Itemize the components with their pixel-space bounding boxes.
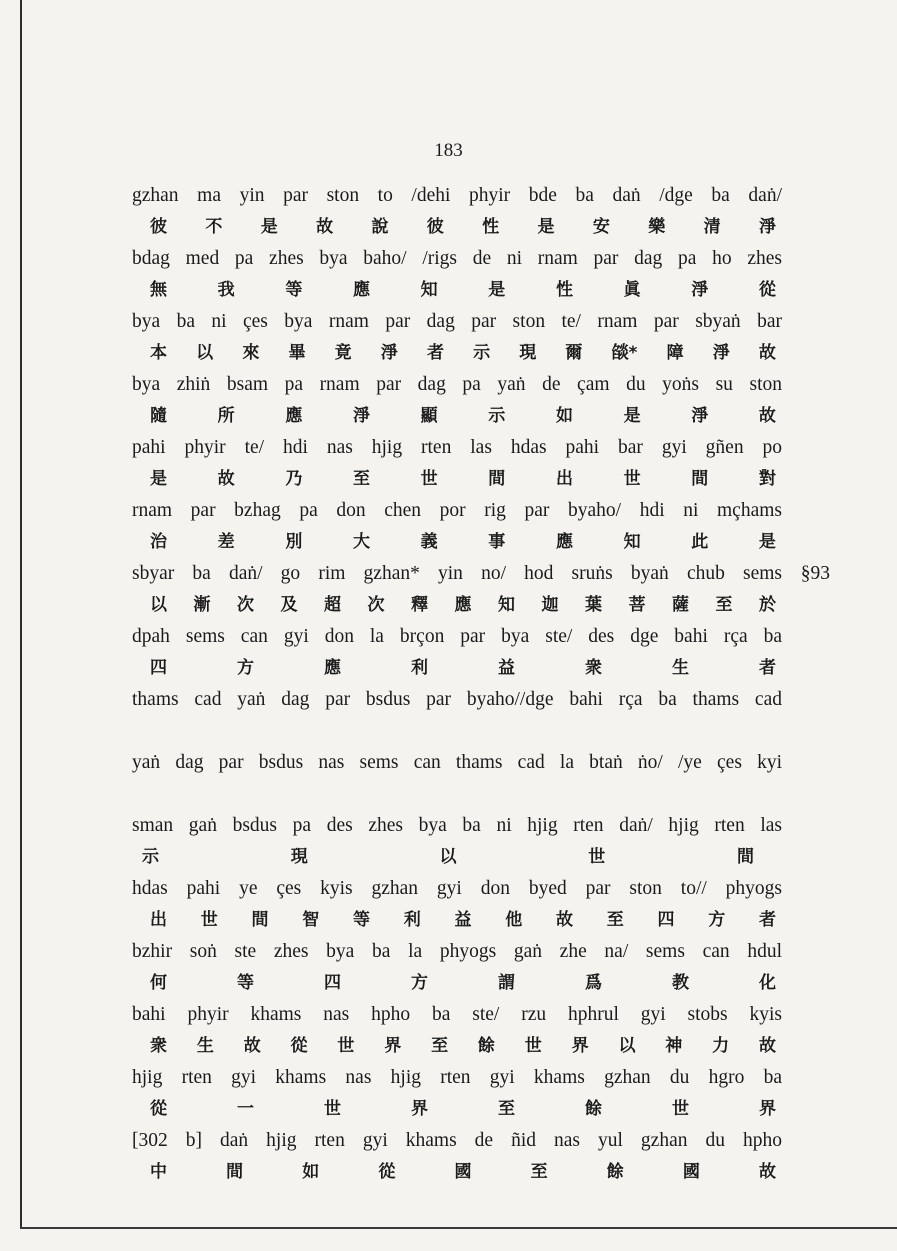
chinese-character: 至 (352, 468, 370, 489)
chinese-character: 清 (703, 216, 721, 237)
chinese-character: 至 (530, 1161, 548, 1182)
chinese-character: 世 (324, 1098, 341, 1119)
chinese-character: 是 (537, 216, 555, 237)
chinese-character: 應 (555, 531, 573, 552)
tibetan-text: thams cad yaṅ dag par bsdus par byaho//dge bahi rça ba thams cad (132, 689, 782, 710)
chinese-character: 從 (290, 1035, 308, 1056)
section-margin-note: §93 (800, 563, 830, 584)
tibetan-text: bya zhiṅ bsam pa rnam par dag pa yaṅ de çam du yoṅs su ston (132, 374, 782, 395)
chinese-character: 我 (217, 279, 235, 300)
tibetan-line (132, 432, 782, 464)
chinese-character: 餘 (606, 1161, 624, 1182)
tibetan-line (132, 243, 782, 275)
chinese-character: 淨 (758, 216, 776, 237)
chinese-character: 世 (420, 468, 438, 489)
chinese-character: 衆 (585, 657, 602, 678)
chinese-character: 無 (150, 279, 167, 300)
chinese-character: 薩 (672, 594, 689, 615)
chinese-character: 從 (378, 1161, 396, 1182)
chinese-character: 以 (150, 594, 167, 615)
chinese-character: 故 (556, 909, 573, 930)
chinese-character: 方 (411, 972, 428, 993)
tibetan-line (132, 369, 782, 401)
chinese-character: 國 (682, 1161, 700, 1182)
chinese-character: 等 (237, 972, 254, 993)
chinese-character: 性 (482, 216, 500, 237)
chinese-character: 大 (352, 531, 370, 552)
tibetan-line (132, 558, 830, 590)
tibetan-text: sbyar ba daṅ/ go rim gzhan* yin no/ hod sruṅs byaṅ chub sems (132, 563, 782, 584)
chinese-character: 乃 (285, 468, 303, 489)
chinese-character: 示 (488, 405, 506, 426)
chinese-character: 事 (488, 531, 506, 552)
chinese-character: 示 (473, 342, 491, 363)
tibetan-line (132, 306, 782, 338)
chinese-character: 爲 (585, 972, 602, 993)
chinese-character: 於 (759, 594, 776, 615)
chinese-character: 至 (431, 1035, 449, 1056)
chinese-character: 如 (302, 1161, 320, 1182)
chinese-character: 一 (237, 1098, 254, 1119)
chinese-character: 智 (302, 909, 320, 930)
chinese-character: 迦 (541, 594, 559, 615)
tibetan-line (132, 936, 782, 968)
chinese-character: 世 (588, 846, 606, 867)
chinese-character: 此 (691, 531, 709, 552)
chinese-character: 益 (454, 909, 472, 930)
chinese-gloss-line (132, 653, 782, 685)
chinese-character: 故 (243, 1035, 261, 1056)
chinese-character: 至 (498, 1098, 515, 1119)
tibetan-text: pahi phyir te/ hdi nas hjig rten las hdas pahi bar gyi gñen po (132, 437, 782, 458)
chinese-gloss-line (132, 338, 782, 370)
chinese-character: 世 (337, 1035, 355, 1056)
chinese-character: 者 (426, 342, 444, 363)
tibetan-line (132, 810, 782, 842)
chinese-character: 次 (237, 594, 254, 615)
tibetan-line (132, 684, 782, 747)
chinese-character: 應 (454, 594, 472, 615)
chinese-character: 益 (498, 657, 515, 678)
chinese-character: 故 (758, 342, 776, 363)
chinese-character: 如 (555, 405, 573, 426)
chinese-character: 四 (324, 972, 341, 993)
tibetan-text: hjig rten gyi khams nas hjig rten gyi khams gzhan du hgro ba (132, 1067, 782, 1088)
chinese-character: 應 (324, 657, 341, 678)
chinese-character: 淨 (691, 405, 709, 426)
chinese-character: 者 (759, 909, 776, 930)
chinese-character: 是 (758, 531, 776, 552)
chinese-character: 世 (524, 1035, 542, 1056)
chinese-character: 竟 (334, 342, 352, 363)
chinese-character: 性 (555, 279, 573, 300)
chinese-character: 中 (150, 1161, 167, 1182)
page-edge-bottom (20, 1227, 897, 1229)
chinese-character: 釋 (411, 594, 428, 615)
chinese-character: 淨 (352, 405, 370, 426)
tibetan-line (132, 180, 782, 212)
chinese-character: 世 (623, 468, 641, 489)
chinese-gloss-line (132, 842, 782, 874)
chinese-character: 國 (454, 1161, 472, 1182)
page-edge-left (20, 0, 22, 1228)
chinese-character: 故 (758, 1035, 776, 1056)
chinese-character: 義 (420, 531, 438, 552)
chinese-character: 說 (371, 216, 389, 237)
chinese-character: 出 (150, 909, 167, 930)
tibetan-text: sman gaṅ bsdus pa des zhes bya ba ni hjig rten daṅ/ hjig rten las (132, 815, 782, 836)
chinese-character: 以 (196, 342, 214, 363)
chinese-gloss-line (132, 401, 782, 433)
text-block (132, 180, 830, 1188)
chinese-character: 爾 (565, 342, 583, 363)
chinese-character: 以 (439, 846, 457, 867)
tibetan-text: yaṅ dag par bsdus nas sems can thams cad la btaṅ ṅo/ /ye çes kyi (132, 752, 782, 773)
chinese-character: 方 (708, 909, 726, 930)
chinese-character: 故 (217, 468, 235, 489)
chinese-character: 葉 (585, 594, 602, 615)
tibetan-line (132, 999, 782, 1031)
chinese-character: 餘 (477, 1035, 495, 1056)
chinese-character: 從 (758, 279, 776, 300)
chinese-character: 漸 (193, 594, 211, 615)
chinese-character: 知 (420, 279, 438, 300)
chinese-character: 差 (217, 531, 235, 552)
chinese-character: 方 (237, 657, 254, 678)
chinese-character: 衆 (150, 1035, 167, 1056)
chinese-character: 畢 (288, 342, 306, 363)
chinese-character: 淨 (712, 342, 730, 363)
chinese-character: 淨 (691, 279, 709, 300)
chinese-character: 是 (623, 405, 641, 426)
chinese-gloss-line (132, 1157, 782, 1189)
chinese-character: 教 (672, 972, 689, 993)
tibetan-text: bzhir soṅ ste zhes bya ba la phyogs gaṅ zhe na/ sems can hdul (132, 941, 782, 962)
chinese-character: 及 (280, 594, 298, 615)
tibetan-line (132, 1125, 782, 1157)
tibetan-text: gzhan ma yin par ston to /dehi phyir bde ba daṅ /dge ba daṅ/ (132, 185, 782, 206)
chinese-character: 何 (150, 972, 167, 993)
chinese-character: 不 (205, 216, 223, 237)
chinese-character: 現 (290, 846, 308, 867)
chinese-character: 至 (715, 594, 733, 615)
chinese-character: 是 (150, 468, 167, 489)
chinese-character: 從 (150, 1098, 167, 1119)
chinese-character: 至 (606, 909, 624, 930)
chinese-character: 障 (666, 342, 684, 363)
chinese-character: 隨 (150, 405, 167, 426)
chinese-character: 世 (200, 909, 218, 930)
tibetan-text: [302 b] daṅ hjig rten gyi khams de ñid nas yul gzhan du hpho (132, 1130, 782, 1151)
chinese-character: 生 (672, 657, 689, 678)
chinese-character: 等 (353, 909, 370, 930)
chinese-character: 是 (488, 279, 506, 300)
chinese-character: 對 (758, 468, 776, 489)
chinese-character: 來 (242, 342, 260, 363)
tibetan-line (132, 495, 782, 527)
tibetan-text: bya ba ni çes bya rnam par dag par ston te/ rnam par sbyaṅ bar (132, 311, 782, 332)
chinese-character: 燄* (611, 342, 638, 363)
chinese-character: 以 (618, 1035, 636, 1056)
chinese-character: 間 (251, 909, 269, 930)
chinese-gloss-line (132, 212, 782, 244)
chinese-character: 現 (519, 342, 537, 363)
chinese-gloss-line (132, 968, 782, 1000)
chinese-character: 謂 (498, 972, 515, 993)
chinese-character: 界 (411, 1098, 428, 1119)
tibetan-line (132, 873, 782, 905)
chinese-character: 是 (260, 216, 278, 237)
chinese-character: 利 (411, 657, 428, 678)
chinese-character: 淨 (380, 342, 398, 363)
page-number: 183 (434, 140, 463, 161)
chinese-character: 力 (712, 1035, 730, 1056)
chinese-character: 他 (505, 909, 523, 930)
chinese-character: 界 (571, 1035, 589, 1056)
chinese-character: 界 (384, 1035, 402, 1056)
chinese-character: 顯 (420, 405, 438, 426)
chinese-character: 治 (150, 531, 167, 552)
tibetan-line (132, 1062, 782, 1094)
chinese-character: 等 (285, 279, 303, 300)
chinese-gloss-line (132, 1094, 782, 1126)
chinese-gloss-line (132, 1031, 782, 1063)
chinese-character: 知 (498, 594, 515, 615)
chinese-character: 四 (150, 657, 167, 678)
chinese-character: 世 (672, 1098, 689, 1119)
chinese-character: 安 (592, 216, 610, 237)
chinese-gloss-line (132, 275, 782, 307)
chinese-character: 餘 (585, 1098, 602, 1119)
chinese-character: 超 (324, 594, 341, 615)
chinese-character: 故 (759, 1161, 776, 1182)
chinese-character: 所 (217, 405, 235, 426)
chinese-character: 出 (555, 468, 573, 489)
chinese-character: 彼 (426, 216, 444, 237)
chinese-character: 本 (150, 342, 167, 363)
chinese-gloss-line (132, 527, 782, 559)
chinese-character: 界 (759, 1098, 776, 1119)
chinese-character: 間 (226, 1161, 244, 1182)
chinese-character: 故 (316, 216, 334, 237)
chinese-character: 者 (759, 657, 776, 678)
tibetan-text: hdas pahi ye çes kyis gzhan gyi don byed par ston to// phyogs (132, 878, 782, 899)
chinese-character: 示 (142, 846, 159, 867)
chinese-gloss-line (132, 590, 782, 622)
chinese-character: 樂 (648, 216, 666, 237)
chinese-character: 眞 (623, 279, 641, 300)
chinese-gloss-line (132, 464, 782, 496)
tibetan-text: dpah sems can gyi don la brçon par bya ste/ des dge bahi rça ba (132, 626, 782, 647)
chinese-character: 間 (691, 468, 709, 489)
chinese-gloss-line (132, 905, 782, 937)
tibetan-line (132, 621, 782, 653)
chinese-character: 菩 (628, 594, 646, 615)
chinese-character: 四 (657, 909, 675, 930)
chinese-character: 應 (352, 279, 370, 300)
chinese-character: 利 (403, 909, 421, 930)
tibetan-text: bahi phyir khams nas hpho ba ste/ rzu hphrul gyi stobs kyis (132, 1004, 782, 1025)
chinese-character: 神 (665, 1035, 683, 1056)
tibetan-line (132, 747, 782, 810)
tibetan-text: bdag med pa zhes bya baho/ /rigs de ni rnam par dag pa ho zhes (132, 248, 782, 269)
chinese-character: 知 (623, 531, 641, 552)
chinese-character: 間 (737, 846, 754, 867)
chinese-character: 生 (196, 1035, 214, 1056)
chinese-character: 別 (285, 531, 303, 552)
chinese-character: 間 (488, 468, 506, 489)
chinese-character: 次 (367, 594, 385, 615)
chinese-character: 故 (758, 405, 776, 426)
chinese-character: 應 (285, 405, 303, 426)
chinese-character: 彼 (150, 216, 167, 237)
chinese-character: 化 (759, 972, 776, 993)
tibetan-text: rnam par bzhag pa don chen por rig par byaho/ hdi ni mçhams (132, 500, 782, 521)
